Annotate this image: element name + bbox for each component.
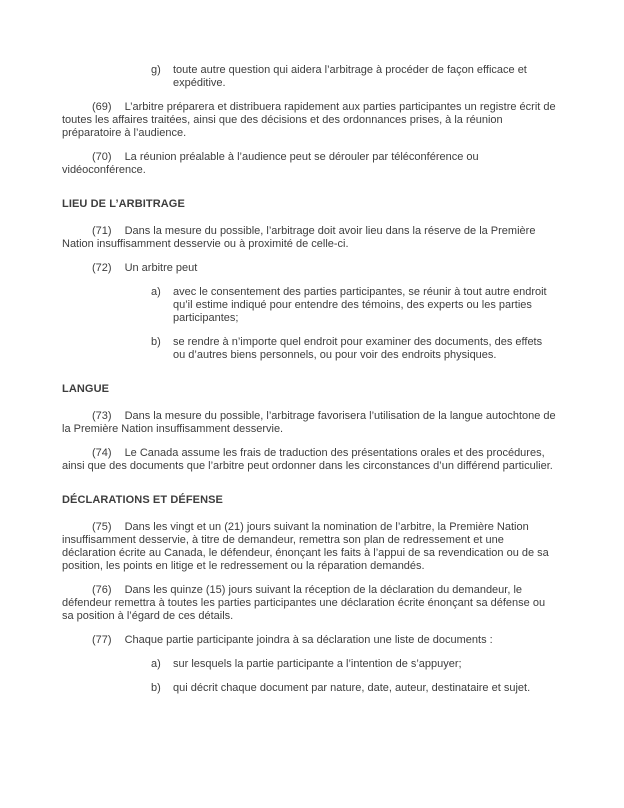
paragraph-number: (76) bbox=[92, 584, 112, 596]
list-item-label: b) bbox=[151, 336, 161, 348]
list-item-text: toute autre question qui aidera l’arbitrage à procéder de façon efficace et expéditive. bbox=[173, 64, 527, 89]
list-item-label: a) bbox=[151, 658, 161, 670]
paragraph-text: Dans les vingt et un (21) jours suivant la nomination de l’arbitre, la Première Nation insuffisamment desservie, à titre de demandeur, remettra son plan de redressement et une déclaration écrite au Canada, le défendeur, énonçant les faits à l’appui de sa revendication ou de sa position, les points en litige et le redressement ou la réparation demandés. bbox=[62, 521, 549, 572]
paragraph-76 bbox=[62, 584, 556, 623]
paragraph-text: Chaque partie participante joindra à sa déclaration une liste de documents : bbox=[124, 634, 493, 646]
paragraph-number: (75) bbox=[92, 521, 112, 533]
list-item-label: a) bbox=[151, 286, 161, 298]
list-item-b bbox=[151, 336, 556, 362]
paragraph-number: (72) bbox=[92, 262, 112, 274]
paragraph-number: (73) bbox=[92, 410, 112, 422]
paragraph-number: (77) bbox=[92, 634, 112, 646]
paragraph-text: Un arbitre peut bbox=[124, 262, 198, 274]
list-item-label: b) bbox=[151, 682, 161, 694]
list-item-g bbox=[151, 64, 556, 90]
paragraph-73 bbox=[62, 410, 556, 436]
list-item-a2 bbox=[151, 658, 556, 671]
paragraph-77 bbox=[62, 634, 556, 647]
list-item-label: g) bbox=[151, 64, 161, 76]
section-heading-langue: LANGUE bbox=[62, 383, 110, 395]
paragraph-text: La réunion préalable à l’audience peut se dérouler par téléconférence ou vidéoconférence. bbox=[62, 151, 479, 176]
paragraph-72 bbox=[62, 262, 556, 275]
list-item-text: sur lesquels la partie participante a l’intention de s’appuyer; bbox=[173, 658, 462, 670]
paragraph-70 bbox=[62, 151, 556, 177]
list-item-text: qui décrit chaque document par nature, date, auteur, destinataire et sujet. bbox=[173, 682, 531, 694]
list-item-a bbox=[151, 286, 556, 325]
list-item-b2 bbox=[151, 682, 556, 695]
paragraph-74 bbox=[62, 447, 556, 473]
paragraph-text: Dans les quinze (15) jours suivant la réception de la déclaration du demandeur, le défendeur remettra à toutes les parties participantes une déclaration écrite énonçant sa défense ou sa position à l’égard de ces détails. bbox=[62, 584, 546, 622]
list-item-text: avec le consentement des parties participantes, se réunir à tout autre endroit qu’il estime indiqué pour entendre des témoins, des experts ou les parties participantes; bbox=[173, 286, 547, 324]
paragraph-number: (71) bbox=[92, 225, 112, 237]
paragraph-69 bbox=[62, 101, 556, 140]
section-heading-declarations-et-defense: DÉCLARATIONS ET DÉFENSE bbox=[62, 494, 223, 506]
paragraph-number: (74) bbox=[92, 447, 112, 459]
paragraph-number: (69) bbox=[92, 101, 112, 113]
paragraph-text: Dans la mesure du possible, l’arbitrage favorisera l’utilisation de la langue autochtone de la Première Nation insuffisamment desservie. bbox=[62, 410, 556, 435]
paragraph-71 bbox=[62, 225, 556, 251]
paragraph-number: (70) bbox=[92, 151, 112, 163]
paragraph-text: Dans la mesure du possible, l’arbitrage doit avoir lieu dans la réserve de la Première Nation insuffisamment desservie ou à proximité de celle-ci. bbox=[62, 225, 536, 250]
paragraph-text: Le Canada assume les frais de traduction des présentations orales et des procédures, ainsi que des documents que l’arbitre peut ordonner dans les circonstances d’un différend particulier. bbox=[62, 447, 553, 472]
paragraph-75 bbox=[62, 521, 556, 573]
paragraph-text: L’arbitre préparera et distribuera rapidement aux parties participantes un registre écrit de toutes les affaires traitées, ainsi que des décisions et des ordonnances prises, à la réunion préparatoire à l’audience. bbox=[62, 101, 556, 139]
section-heading-lieu-de-l-arbitrage: LIEU DE L’ARBITRAGE bbox=[62, 198, 185, 210]
list-item-text: se rendre à n’importe quel endroit pour examiner des documents, des effets ou d’autres biens personnels, ou pour voir des endroits physiques. bbox=[173, 336, 543, 361]
